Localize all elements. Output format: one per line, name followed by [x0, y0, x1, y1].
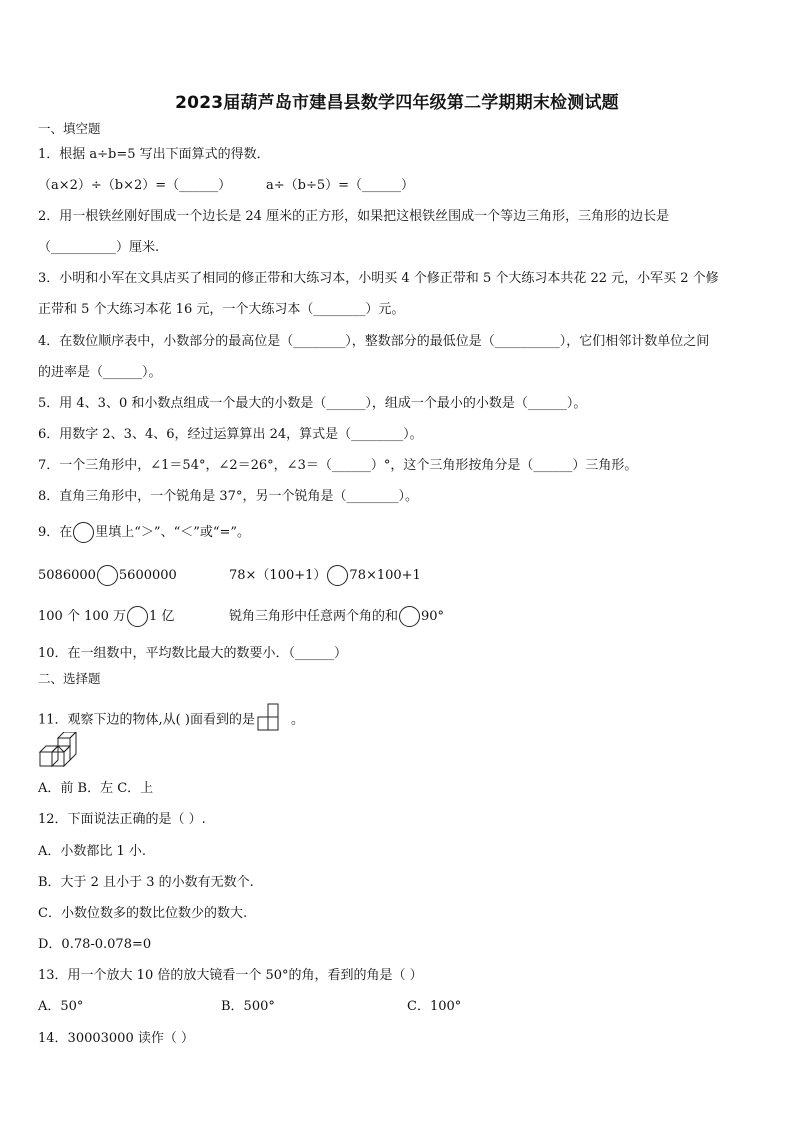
question-12-option-a: A．小数都比 1 小.: [38, 844, 147, 859]
question-13-option-b: B．500°: [221, 999, 275, 1014]
compare-circle-input[interactable]: [97, 565, 118, 586]
page-title: 2023届葫芦岛市建昌县数学四年级第二学期期末检测试题: [175, 93, 619, 113]
question-2-line-2: （__________）厘米.: [38, 240, 160, 255]
compare-row-1-right: [229, 565, 421, 586]
question-12-option-d: D．0.78-0.078=0: [38, 937, 152, 952]
compare-left-value: 100 个 100 万: [38, 609, 127, 624]
question-9-prefix: 9．在: [38, 525, 73, 540]
question-1-part-b: a÷（b÷5）=（______）: [266, 178, 415, 193]
compare-right-value: 90°: [421, 609, 445, 624]
question-2-line-1: 2．用一根铁丝刚好围成一个边长是 24 厘米的正方形，如果把这根铁丝围成一个等边三角形，三角形的边长是: [38, 209, 670, 224]
question-1-part-a: （a×2）÷（b×2）=（______）: [38, 178, 232, 193]
compare-right-value: 1 亿: [149, 609, 175, 624]
question-12-option-c: C．小数位数多的数比位数少的数大.: [38, 906, 248, 921]
question-4-line-2: 的进率是（______）。: [38, 365, 162, 380]
question-12: 12．下面说法正确的是（ ）.: [38, 812, 206, 827]
question-9: [38, 522, 250, 543]
question-13-option-a: A．50°: [38, 999, 84, 1014]
compare-circle-input[interactable]: [327, 565, 348, 586]
question-13: 13．用一个放大 10 倍的放大镜看一个 50°的角，看到的角是（ ）: [38, 968, 423, 983]
compare-left-value: 锐角三角形中任意两个角的和: [229, 609, 399, 624]
question-9-suffix: 里填上“＞”、“＜”或“=”。: [95, 525, 251, 540]
cube-stack-icon: [38, 732, 78, 774]
compare-left-value: 78×（100+1）: [229, 568, 327, 583]
compare-circle-input[interactable]: [399, 606, 420, 627]
question-3-line-2: 正带和 5 个大练习本花 16 元，一个大练习本（________）元。: [38, 302, 405, 317]
compare-row-2-right: [229, 606, 444, 627]
question-6: 6．用数字 2、3、4、6，经过运算算出 24，算式是（________）。: [38, 427, 423, 442]
question-3-line-1: 3．小明和小军在文具店买了相同的修正带和大练习本，小明买 4 个修正带和 5 个大练习本共花 22 元，小军买 2 个修: [38, 271, 719, 286]
question-11-text: 11．观察下边的物体,从( )面看到的是: [38, 712, 255, 728]
question-14: 14．30003000 读作（ ）: [38, 1031, 194, 1046]
question-1: 1．根据 a÷b=5 写出下面算式的得数．: [38, 147, 270, 162]
section-heading-fill-blank: 一、填空题: [38, 121, 101, 136]
question-13-option-c: C．100°: [407, 999, 462, 1014]
question-4-line-1: 4．在数位顺序表中，小数部分的最高位是（________），整数部分的最低位是（__________），它们相邻计数单位之间: [38, 334, 710, 349]
question-10: 10．在一组数中，平均数比最大的数要小．（______）: [38, 646, 348, 661]
compare-circle-input[interactable]: [127, 606, 148, 627]
section-heading-multiple-choice: 二、选择题: [38, 671, 101, 686]
question-8: 8．直角三角形中，一个锐角是 37°，另一个锐角是（________）。: [38, 489, 418, 504]
question-11-options: A．前 B．左 C．上: [38, 781, 154, 796]
view-squares-icon: [257, 703, 289, 737]
question-11-end: 。: [290, 712, 304, 728]
compare-right-value: 5600000: [118, 568, 177, 583]
question-7: 7．一个三角形中，∠1＝54°，∠2＝26°，∠3＝（______）°，这个三角形按角分是（______）三角形。: [38, 458, 638, 473]
question-5: 5．用 4、3、0 和小数点组成一个最大的小数是（______），组成一个最小的小数是（______）。: [38, 396, 587, 411]
compare-right-value: 78×100+1: [349, 568, 421, 583]
compare-row-2-left: [38, 606, 174, 627]
compare-circle-icon: [73, 522, 94, 543]
compare-row-1-left: [38, 565, 177, 586]
compare-left-value: 5086000: [38, 568, 96, 583]
question-12-option-b: B．大于 2 且小于 3 的小数有无数个.: [38, 875, 254, 890]
